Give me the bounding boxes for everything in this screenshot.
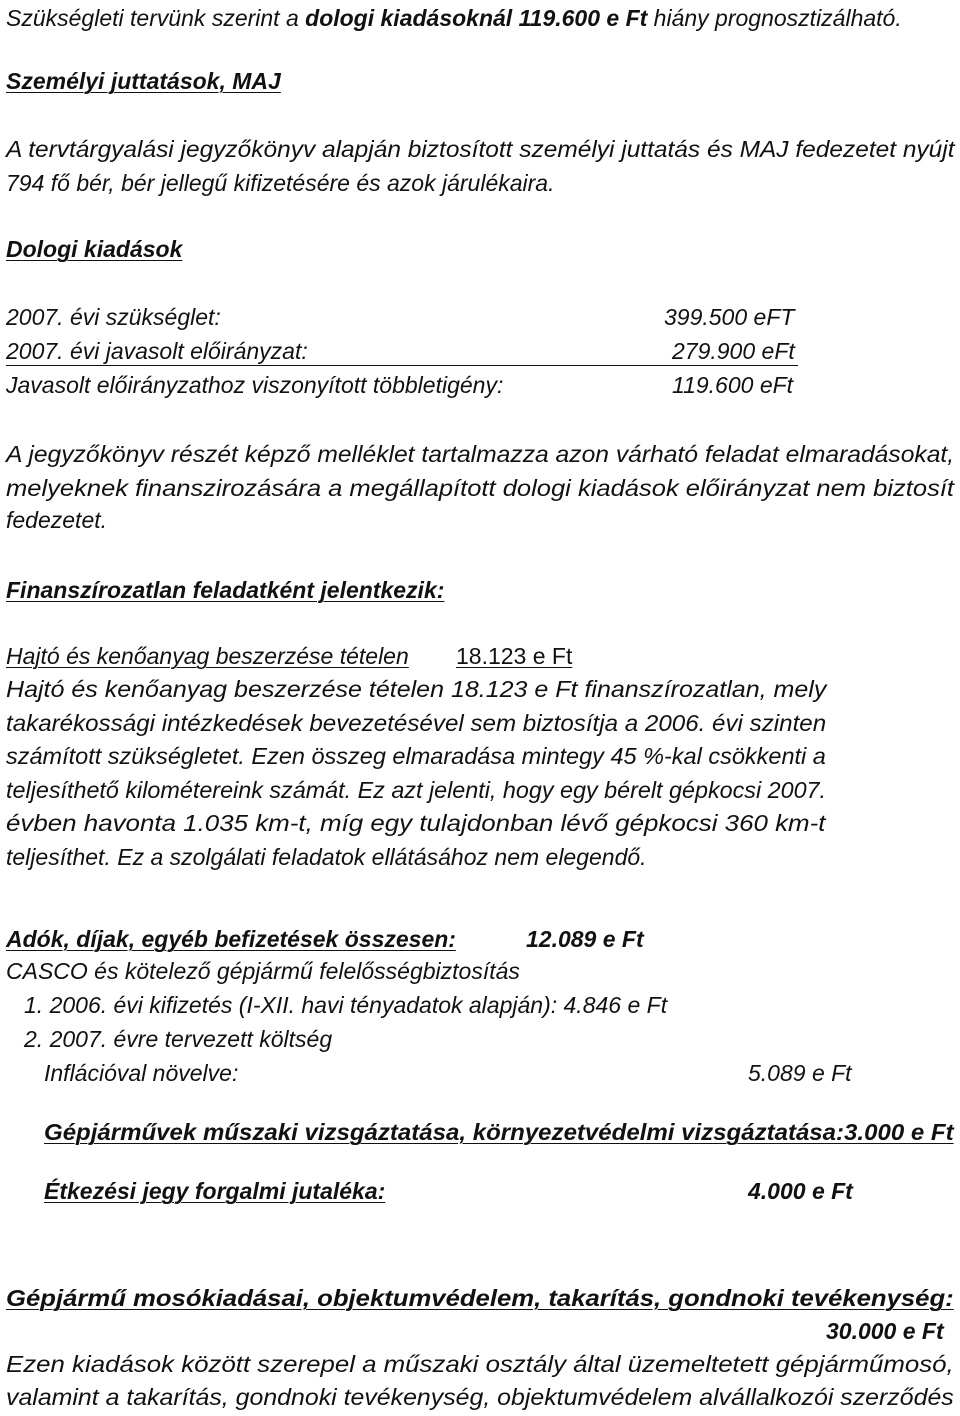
intro-text-end: hiány prognosztizálható. bbox=[647, 5, 902, 31]
taxes-total: 12.089 e Ft bbox=[526, 926, 644, 952]
unfunded-line: számított szükségletet. Ezen összeg elmaradása mintegy 45 %-kal csökkenti a bbox=[6, 743, 826, 769]
personal-heading: Személyi juttatások, MAJ bbox=[6, 68, 281, 94]
inspection-line: Gépjárművek műszaki vizsgáztatása, környezetvédelmi vizsgáztatása:3.000 e Ft bbox=[44, 1119, 954, 1145]
unfunded-line: évben havonta 1.035 km-t, míg egy tulajdonban lévő gépkocsi 360 km-t bbox=[6, 810, 826, 836]
dologi-paragraph-line-3: fedezetet. bbox=[6, 507, 108, 533]
sum-rule bbox=[6, 365, 798, 366]
intro-emphasis: dologi kiadásoknál 119.600 e Ft bbox=[305, 5, 648, 31]
dologi-row-amount: 279.900 eFt bbox=[672, 338, 795, 364]
dologi-paragraph-line-1: A jegyzőkönyv részét képző melléklet tartalmazza azon várható feladat elmaradásokat, bbox=[6, 441, 955, 467]
dologi-paragraph-line-2: melyeknek finanszirozására a megállapított dologi kiadások előirányzat nem biztosít bbox=[6, 475, 955, 501]
personal-text-line-2: 794 fő bér, bér jellegű kifizetésére és azok járulékaira. bbox=[6, 170, 555, 196]
unfunded-line: takarékossági intézkedések bevezetésével sem biztosítja a 2006. évi szinten bbox=[6, 710, 827, 736]
washing-amount: 30.000 e Ft bbox=[826, 1318, 944, 1344]
personal-text-line-1: A tervtárgyalási jegyzőkönyv alapján biztosított személyi juttatás és MAJ fedezetet nyújt bbox=[6, 136, 955, 162]
unfunded-item-amount: 18.123 e Ft bbox=[456, 643, 573, 669]
meal-voucher-amount: 4.000 e Ft bbox=[748, 1178, 853, 1204]
washing-heading: Gépjármű mosókiadásai, objektumvédelem, takarítás, gondnoki tevékenység: bbox=[6, 1285, 954, 1311]
inflation-label: Inflációval növelve: bbox=[44, 1060, 239, 1086]
dologi-row-amount: 119.600 eFt bbox=[672, 372, 794, 398]
washing-line-2: valamint a takarítás, gondnoki tevékenység, objektumvédelem alvállalkozói szerződés bbox=[6, 1384, 954, 1410]
casco-line: CASCO és kötelező gépjármű felelősségbiztosítás bbox=[6, 958, 520, 984]
intro-line bbox=[6, 3, 902, 33]
washing-line-1: Ezen kiadások között szerepel a műszaki osztály által üzemeltetett gépjárműmosó, bbox=[6, 1351, 954, 1377]
casco-item-2: 2. 2007. évre tervezett költség bbox=[24, 1026, 333, 1052]
unfunded-line: Hajtó és kenőanyag beszerzése tételen 18.123 e Ft finanszírozatlan, mely bbox=[6, 676, 827, 702]
dologi-heading: Dologi kiadások bbox=[6, 236, 183, 262]
unfunded-line: teljesíthető kilométereink számát. Ez azt jelenti, hogy egy bérelt gépkocsi 2007. bbox=[6, 777, 827, 803]
inflation-amount: 5.089 e Ft bbox=[748, 1060, 852, 1086]
unfunded-item-title: Hajtó és kenőanyag beszerzése tételen bbox=[6, 643, 409, 669]
dologi-row-label: 2007. évi szükséglet: bbox=[6, 304, 221, 330]
meal-voucher-label: Étkezési jegy forgalmi jutaléka: bbox=[44, 1178, 386, 1204]
dologi-row-label: Javasolt előirányzathoz viszonyított többletigény: bbox=[6, 372, 504, 398]
dologi-row-amount: 399.500 eFT bbox=[664, 304, 795, 330]
taxes-heading: Adók, díjak, egyéb befizetések összesen: bbox=[6, 926, 456, 952]
casco-item-1: 1. 2006. évi kifizetés (I-XII. havi tényadatok alapján): 4.846 e Ft bbox=[24, 992, 668, 1018]
unfunded-heading: Finanszírozatlan feladatként jelentkezik: bbox=[6, 577, 445, 603]
dologi-row-label: 2007. évi javasolt előirányzat: bbox=[6, 338, 308, 364]
intro-text: Szükségleti tervünk szerint a bbox=[6, 5, 306, 31]
unfunded-line: teljesíthet. Ez a szolgálati feladatok ellátásához nem elegendő. bbox=[6, 844, 647, 870]
